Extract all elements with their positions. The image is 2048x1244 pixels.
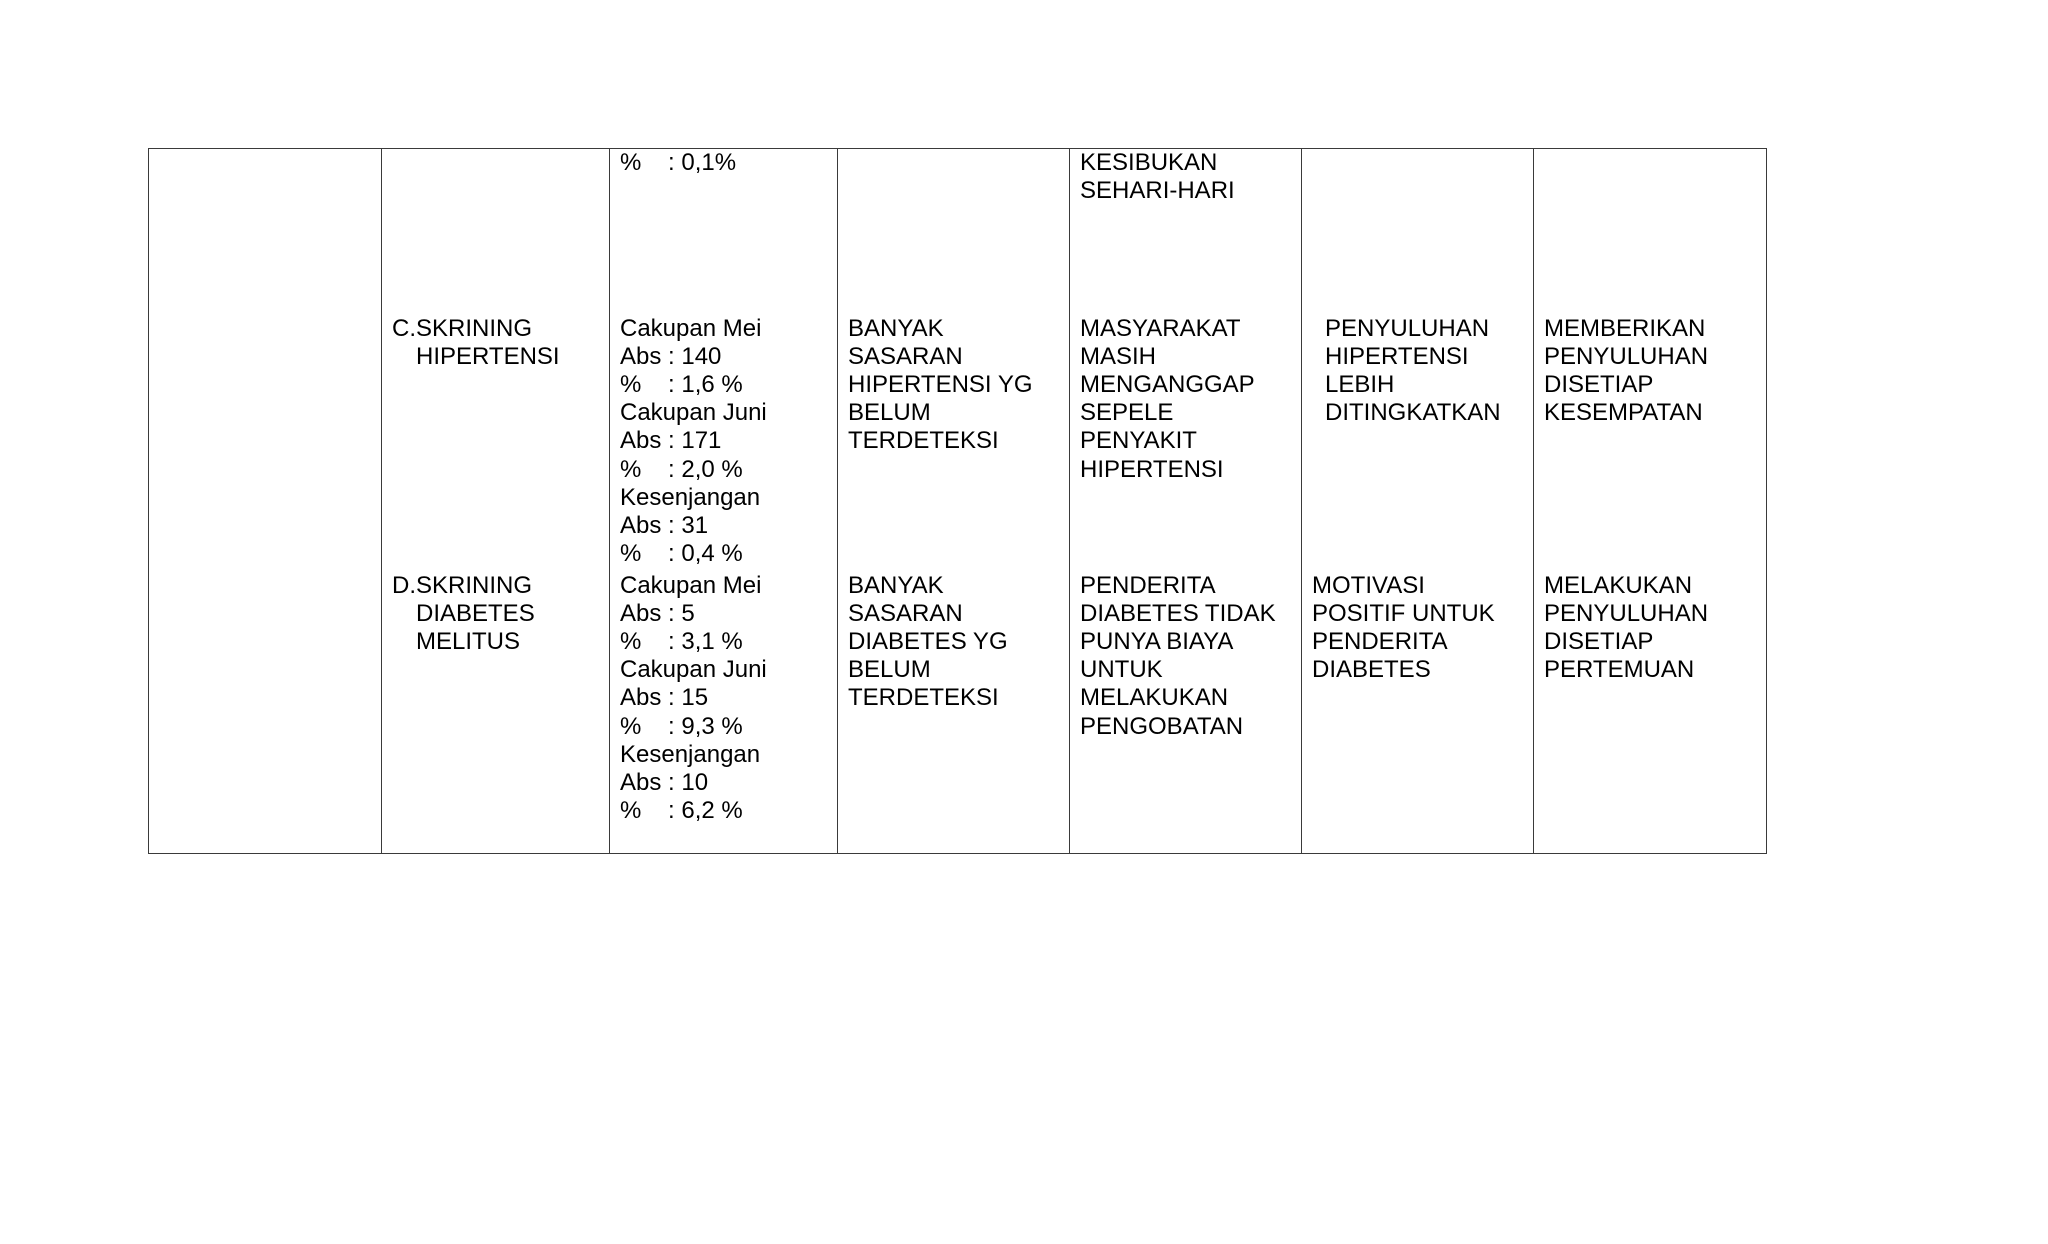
table-cell (1534, 572, 1767, 854)
report-table (148, 148, 1767, 854)
table-cell (1302, 233, 1534, 572)
table-cell (382, 233, 610, 572)
table-cell (1070, 572, 1302, 854)
table-cell (838, 149, 1070, 233)
cakupan-cell: % : 0,1% (620, 149, 737, 176)
table-cell (382, 572, 610, 854)
penyebab-cell: MASYARAKAT MASIH MENGANGGAP SEPELE PENYAKIT HIPERTENSI (1080, 314, 1255, 483)
masalah-cell: BANYAK SASARAN DIABETES YG BELUM TERDETEKSI (848, 571, 1008, 712)
kegiatan-cell: MEMBERIKAN PENYULUHAN DISETIAP KESEMPATAN (1544, 314, 1709, 427)
table-cell (838, 572, 1070, 854)
penyebab-cell: PENDERITA DIABETES TIDAK PUNYA BIAYA UNTUK MELAKUKAN PENGOBATAN (1080, 571, 1276, 740)
masalah-cell: BANYAK SASARAN HIPERTENSI YG BELUM TERDETEKSI (848, 314, 1033, 455)
table-row (149, 149, 1767, 233)
table-cell (1534, 149, 1767, 233)
penyebab-cell: KESIBUKAN SEHARI-HARI (1080, 149, 1235, 205)
table-cell (1070, 149, 1302, 233)
table-cell (838, 233, 1070, 572)
table-cell (382, 149, 610, 233)
table-cell (610, 149, 838, 233)
cakupan-cell: Cakupan Mei Abs : 140 % : 1,6 % Cakupan Juni Abs : 171 % : 2,0 % Kesenjangan Abs : 31 % : 0,4 % (620, 314, 767, 568)
table-cell (149, 572, 382, 854)
alternatif-cell: PENYULUHAN HIPERTENSI LEBIH DITINGKATKAN (1325, 314, 1501, 427)
program-cell: D.SKRINING DIABETES MELITUS (392, 571, 535, 655)
table-cell (1302, 572, 1534, 854)
table-row (149, 233, 1767, 572)
cakupan-cell: Cakupan Mei Abs : 5 % : 3,1 % Cakupan Juni Abs : 15 % : 9,3 % Kesenjangan Abs : 10 % : 6,2 % (620, 571, 767, 825)
kegiatan-cell: MELAKUKAN PENYULUHAN DISETIAP PERTEMUAN (1544, 571, 1709, 684)
table-cell (1302, 149, 1534, 233)
program-cell: C.SKRINING HIPERTENSI (392, 314, 560, 370)
table-cell (610, 233, 838, 572)
table-cell (1534, 233, 1767, 572)
table-cell (149, 233, 382, 572)
table-row (149, 572, 1767, 854)
table-cell (1070, 233, 1302, 572)
alternatif-cell: MOTIVASI POSITIF UNTUK PENDERITA DIABETES (1312, 571, 1495, 684)
table-cell (149, 149, 382, 233)
table-cell (610, 572, 838, 854)
